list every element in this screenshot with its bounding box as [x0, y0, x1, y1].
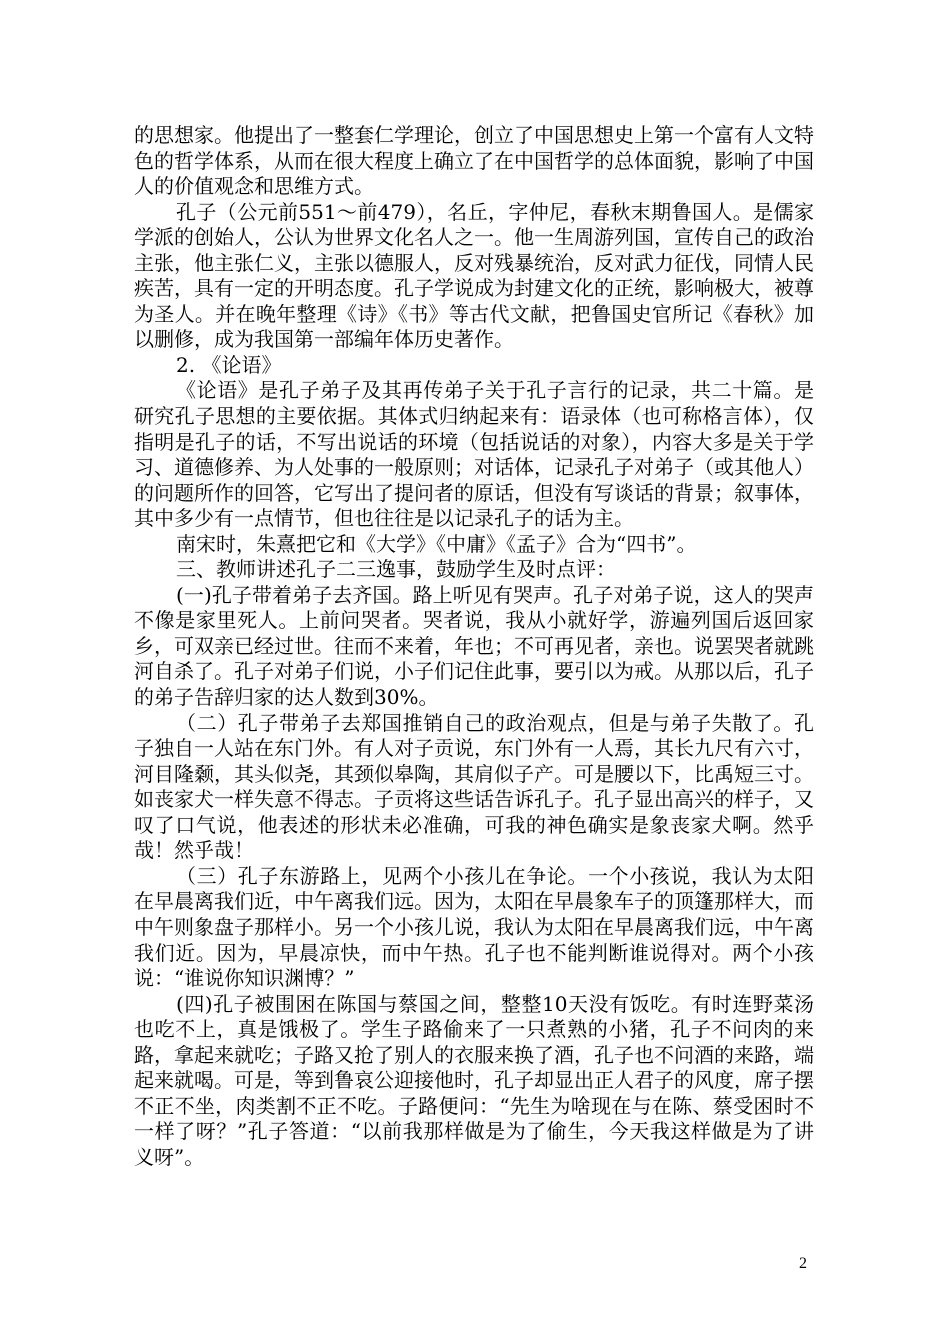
paragraph-anecdote-1: (一)孔子带着弟子去齐国。路上听见有哭声。孔子对弟子说，这人的哭声不像是家里死人。上前问哭者。哭者说，我从小就好学，游遍列国后返回家乡，可双亲已经过世。往而不来着，年也；不可再见者，亲也。说罢哭者就跳河自杀了。孔子对弟子们说，小子们记住此事，要引以为戒。从那以后，孔子的弟子告辞归家的达人数到30%。 — [134, 582, 814, 710]
page-number: 2 — [799, 1255, 807, 1272]
paragraph-intro-continuation: 的思想家。他提出了一整套仁学理论，创立了中国思想史上第一个富有人文特色的哲学体系，从而在很大程度上确立了在中国哲学的总体面貌，影响了中国人的价值观念和思维方式。 — [134, 123, 814, 199]
paragraph-anecdote-4: (四)孔子被围困在陈国与蔡国之间，整整10天没有饭吃。有时连野菜汤也吃不上，真是饿极了。学生子路偷来了一只煮熟的小猪，孔子不问肉的来路，拿起来就吃；子路又抢了别人的衣服来换了酒，孔子也不问酒的来路，端起来就喝。可是，等到鲁哀公迎接他时，孔子却显出正人君子的风度，席子摆不正不坐，肉类割不正不吃。子路便问：“先生为啥现在与在陈、蔡受困时不一样了呀？”孔子答道：“以前我那样做是为了偷生，今天我这样做是为了讲义呀”。 — [134, 991, 814, 1169]
paragraph-confucius-biography: 孔子（公元前551～前479），名丘，字仲尼，春秋末期鲁国人。是儒家学派的创始人，公认为世界文化名人之一。他一生周游列国，宣传自己的政治主张，他主张仁义，主张以德服人，反对残暴统治，反对武力征伐，同情人民疾苦，具有一定的开明态度。孔子学说成为封建文化的正统，影响极大，被尊为圣人。并在晚年整理《诗》《书》等古代文献，把鲁国史官所记《春秋》加以删修，成为我国第一部编年体历史著作。 — [134, 199, 814, 352]
paragraph-anecdote-3: （三）孔子东游路上，见两个小孩儿在争论。一个小孩说，我认为太阳在早晨离我们近，中午离我们远。因为，太阳在早晨象车子的顶篷那样大，而中午则象盘子那样小。另一个小孩儿说，我认为太阳在早晨离我们远，中午离我们近。因为，早晨凉快，而中午热。孔子也不能判断谁说得对。两个小孩说：“谁说你知识渊博？” — [134, 863, 814, 991]
paragraph-anecdote-2: （二）孔子带弟子去郑国推销自己的政治观点，但是与弟子失散了。孔子独自一人站在东门外。有人对子贡说，东门外有一人焉，其长九尺有六寸，河目隆颡，其头似尧，其颈似皋陶，其肩似子产。可是腰以下，比禹短三寸。如丧家犬一样失意不得志。子贡将这些话告诉孔子。孔子显出高兴的样子，又叹了口气说，他表述的形状未必准确，可我的神色确实是象丧家犬啊。然乎哉！然乎哉！ — [134, 710, 814, 863]
section-heading-anecdotes: 三、教师讲述孔子二三逸事，鼓励学生及时点评： — [176, 557, 616, 582]
section-heading-analects: 2. 《论语》 — [176, 352, 282, 377]
paragraph-analects-description: 《论语》是孔子弟子及其再传弟子关于孔子言行的记录，共二十篇。是研究孔子思想的主要依据。其体式归纳起来有：语录体（也可称格言体），仅指明是孔子的话，不写出说话的环境（包括说话的对象），内容大多是关于学习、道德修养、为人处事的一般原则；对话体，记录孔子对弟子（或其他人）的问题所作的回答，它写出了提问者的原话，但没有写谈话的背景；叙事体，其中多少有一点情节，但也往往是以记录孔子的话为主。 — [134, 378, 814, 531]
document-body — [134, 123, 814, 1170]
paragraph-four-books: 南宋时，朱熹把它和《大学》《中庸》《孟子》合为“四书”。 — [176, 531, 697, 556]
